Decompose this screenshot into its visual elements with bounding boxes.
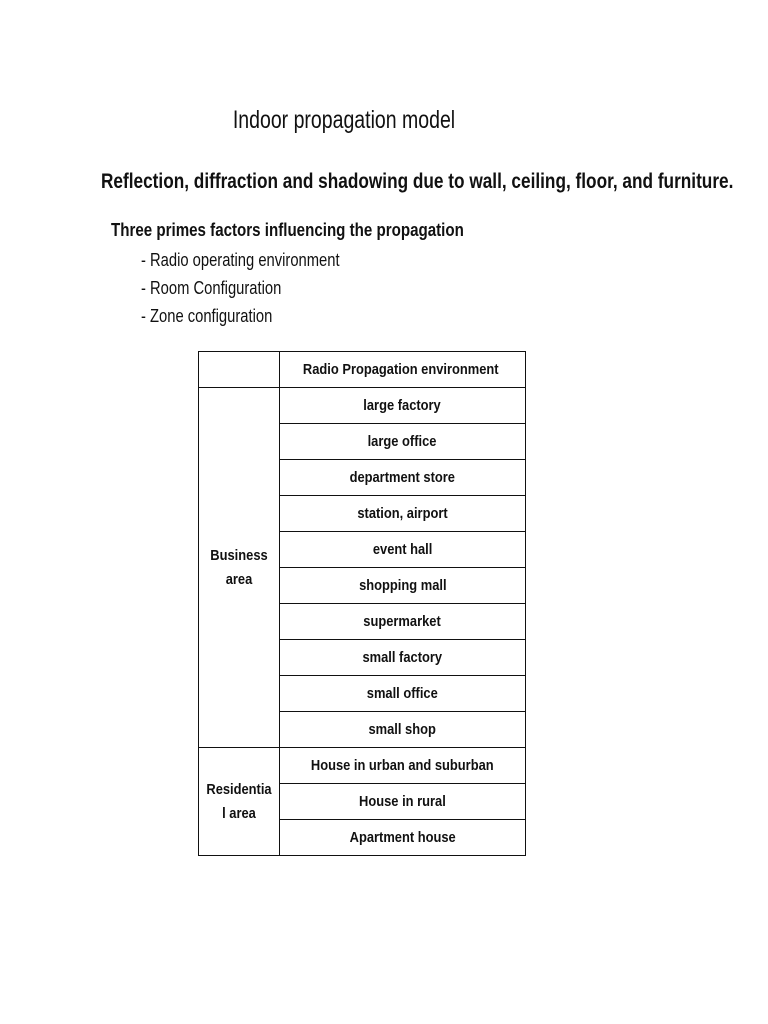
factor-item: - Room Configuration xyxy=(141,278,282,298)
table-header-row xyxy=(199,352,526,388)
table-cell: House in urban and suburban xyxy=(280,748,526,784)
table-cell: department store xyxy=(280,460,526,496)
table-row xyxy=(199,388,526,424)
propagation-environment-table xyxy=(198,351,526,856)
table-cell: large office xyxy=(280,424,526,460)
group-label-line: Business xyxy=(210,546,268,564)
factors-list xyxy=(141,246,383,330)
table-corner-cell xyxy=(199,352,280,388)
table-header-label: Radio Propagation environment xyxy=(302,361,499,378)
table-cell: station, airport xyxy=(280,496,526,532)
factor-item: - Zone configuration xyxy=(141,306,273,326)
factor-item: - Radio operating environment xyxy=(141,250,340,270)
table-cell: shopping mall xyxy=(280,568,526,604)
table-cell: House in rural xyxy=(280,784,526,820)
table-cell: small shop xyxy=(280,712,526,748)
table-cell: small factory xyxy=(280,640,526,676)
table-cell: large factory xyxy=(280,388,526,424)
page-title: Indoor propagation model xyxy=(232,106,456,134)
business-area-cell xyxy=(199,388,280,748)
group-label-line: area xyxy=(225,570,253,588)
group-label-line: Residentia xyxy=(206,780,272,798)
table-header-cell xyxy=(280,352,526,388)
table-cell: Apartment house xyxy=(280,820,526,856)
residential-area-cell xyxy=(199,748,280,856)
group-label-line: l area xyxy=(222,804,256,822)
table-cell: supermarket xyxy=(280,604,526,640)
subtitle: Reflection, diffraction and shadowing due to wall, ceiling, floor, and furniture. xyxy=(101,170,734,193)
table-cell: event hall xyxy=(280,532,526,568)
table-row xyxy=(199,748,526,784)
factors-heading: Three primes factors influencing the propagation xyxy=(111,220,464,240)
table-cell: small office xyxy=(280,676,526,712)
